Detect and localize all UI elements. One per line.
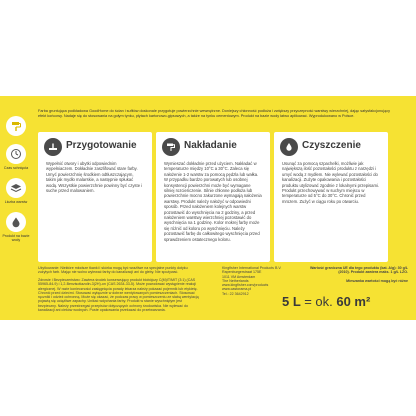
- clock-icon: [6, 144, 26, 164]
- address-line: The Netherlands: [222, 278, 249, 283]
- product-label: [0, 96, 416, 320]
- safety-text: Zdrowie i Bezpieczeństwo: Zawiera środek konserwujący produkt biobójczy C(M)IT/MIT (3:1) (CAS 55965-84-9) i 1,2-Benzisotiazolin-3(2H)-on (CAS 2634-33-5). Może powodować wystąpienie reakcji alergicznej. W razie konieczności zasięgnięcia porady lekarza należy pokazać pojemnik lub etykietę. Chronić przed dziećmi. Stosować wyłącznie w dobrze wentylowanych pomieszczeniach. Stosować ręczniki i odzież ochronną. Może się okazać, że podczas pracy w pomieszczeniu ze słabą wentylacją pojawią się uciążliwe zapachy. Unikać wdychania farby. Produkt w stanie wyschniętym jest bezpieczny. Należy przestrzegać przepisów dotyczących ochrony środowiska. Nie wylewać do kanalizacji ani cieków wodnych. Puste opakowania przekazać do przetwarzania.: [38, 278, 199, 313]
- cleaning-icon: [280, 138, 298, 156]
- card-body: Usunąć za pomocą szpachelki, możliwie jak największą ilość pozostałości produktu z narzędzi i umyć wodą z mydłem. Nie wylewać pozostałości do kanalizacji. Zużyte opakowania i pozostałości produktu utylizować zgodnie z lokalnymi przepisami. Produkt przechowywać w suchym miejscu w temperaturze od 5°C do 30°C. Chronić przed mrozem. Zużyć w ciągu roku po otwarciu.: [282, 161, 380, 204]
- card-preparation: [38, 132, 152, 262]
- volume-value: 5 L: [282, 294, 301, 309]
- card-application: [156, 132, 270, 262]
- usage-text: Użytkowanie: Niektóre młodsze tkanki i skórka mogą być wrażliwe na specjalne punkty dotyku zużytych farb. Mając nie wolno wylewać farby do kanalizacji ani do gleby. Nie spożywać.: [38, 266, 188, 275]
- roller-icon: [162, 138, 180, 156]
- voc-limits: Wartość graniczna UE dla tego produktu (kat. A/g): 30 g/L (2010). Produkt zawiera maks. 1 g/L LZO.: [310, 266, 408, 275]
- left-icon-column: [0, 96, 32, 320]
- address-line: www.castorama.pl: [222, 287, 252, 292]
- water-based-label: Produkt na bazie wody: [2, 234, 30, 242]
- card-cleaning: [274, 132, 388, 262]
- card-title: Czyszczenie: [302, 140, 361, 151]
- intro-text: Farba gruntująca podkładowa GoodHome do ścian i sufitów doskonale przygotuje powierzchnie wewnętrzne. Doniejszy chłonność podłoża i zwiększy przyczepność warstwy wierzchniej, dając satysfakcjonujący efekt końcowy. Nadaje się do stosowania na gołym tynku, płytach kartonowo-gipsowych, a także na tynku cementowym. Produkt na bazie wody łatwo aplikować. Wyprodukowano w Polsce.: [38, 109, 391, 118]
- address-line: www.kingfisher.com/products: [222, 283, 269, 288]
- approx-sign: = ok.: [304, 294, 333, 309]
- manufacturer-address: [222, 266, 292, 296]
- thinning-icon: [6, 212, 26, 232]
- layers-icon: [6, 178, 26, 198]
- card-title: Nakładanie: [184, 140, 237, 151]
- address-line: Tel.: 22 3642912: [222, 291, 249, 296]
- area-value: 60 m²: [336, 294, 371, 309]
- mixture-note: Mieszanka wartości mogą być różne: [346, 279, 408, 283]
- card-body: Wymieszać dokładnie przed użyciem. Nakładać w temperaturze między 10°C a 30°C. Zaleca się nałożenie 1-2 warstw za pomocą pędzla lub wałka. W przypadku bardzo porowatych lub osobnej konsystencji powierzchni może być wymagane silniej rozcieńczenie. Silnie chłonne podłoża lub powierzchnie mocno zakurzone wymagają nałożenia warstwy. Produkt należy nałożyć w odpowiedni sposób. Przed nałożeniem kolejnych warstw pozostawić do wyschnięcia na 2 godziny, a przed nałożeniem warstwy wierzchniej pozostawić do wyschnięcia na 1 godzinę. Kolor mokrej farby może się różnić od koloru po wyschnięciu. Należy pozostawić farbę do całkowitego wyschnięcia przed sprawdzeniem ostatecznego koloru.: [164, 161, 262, 242]
- prep-icon: [44, 138, 62, 156]
- card-title: Przygotowanie: [66, 140, 137, 151]
- card-body: Wypełnić otwory i ubytki odpowiednim wypełniaczem. Dokładnie zaszlifować stare farby. Umyć powierzchnię środkiem odtłuszczającym, takim jak mydło malarskie, a następnie spłukać wodą. Wszystkie powierzchnie powinny być czyste i suche przed malowaniem.: [46, 161, 143, 194]
- coats-label: Liczba warstw: [4, 200, 28, 204]
- drying-time-label: Czas schnięcia: [3, 166, 29, 170]
- address-line: Rapenburgerstraat 175E: [222, 270, 262, 275]
- paint-roller-icon: [6, 116, 26, 136]
- address-line: Kingfisher International Products B.V.: [222, 266, 282, 270]
- coverage-info: [282, 294, 370, 309]
- address-line: 1011 VM Amsterdam: [222, 274, 256, 279]
